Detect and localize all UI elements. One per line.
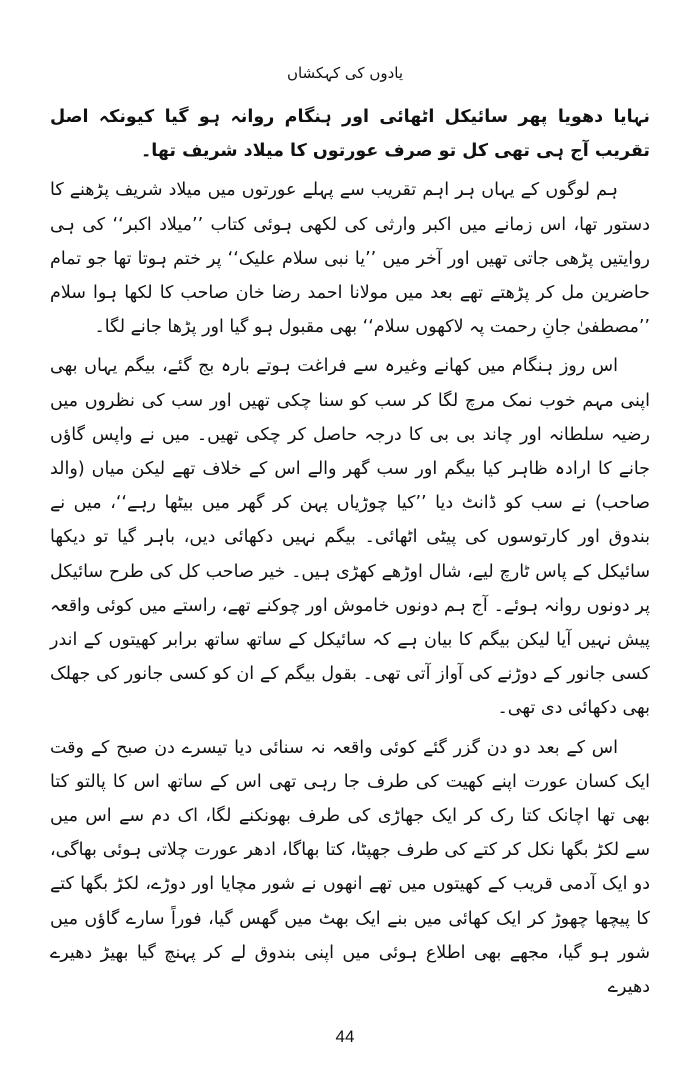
paragraph-4: اس کے بعد دو دن گزر گئے کوئی واقعہ نہ سنائی دیا تیسرے دن صبح کے وقت ایک کسان عورت اپنے کھیت کی طرف جا رہی تھی اس کے ساتھ اس کا پالتو کتا بھی تھا اچانک کتا رک کر ایک جھاڑی کی طرف بھونکنے لگا، اک دم سے اس میں سے لکڑ بگھا نکل کر کتے کی طرف جھپٹا، کتا بھاگا، ادھر عورت چلاتی ہوئی بھاگی، دو ایک آدمی قریب کے کھیتوں میں تھے انھوں نے شور مچایا اور دوڑے، لکڑ بگھا کتے کا پیچھا چھوڑ کر ایک کھائی میں بنے ایک بھٹ میں گھس گیا، فوراً سارے گاؤں میں شور ہو گیا، مجھے بھی اطلاع ہوئی میں اپنی بندوق لے کر پہنچ گیا بھیڑ دھیرے دھیرے: [50, 737, 650, 998]
page-number: 44: [335, 1027, 355, 1046]
paragraph-1: نہایا دھویا پھر سائیکل اٹھائی اور ہنگام روانہ ہو گیا کیونکہ اصل تقریب آج ہی تھی کل تو صرف عورتوں کا میلاد شریف تھا۔: [50, 107, 650, 162]
paragraph-3: اس روز ہنگام میں کھانے وغیرہ سے فراغت ہوتے بارہ بج گئے، بیگم یہاں بھی اپنی مہم خوب نمک مرچ لگا کر سب کو سنا چکی تھیں اور سب کی نظروں میں رضیہ سلطانہ اور چاند بی بی کا درجہ حاصل کر چکی تھیں۔ میں نے واپس گاؤں جانے کا ارادہ ظاہر کیا بیگم اور سب گھر والے اس کے خلاف تھے لیکن میاں (والد صاحب) نے سب کو ڈانٹ دیا ’’کیا چوڑیاں پہن کر گھر میں بیٹھا رہے‘‘، میں نے بندوق اور کارتوسوں کی پیٹی اٹھائی۔ بیگم نہیں دکھائی دیں، باہر گیا تو دیکھا سائیکل کے پاس ٹارچ لیے، شال اوڑھے کھڑی ہیں۔ خیر صاحب کل کی طرح سائیکل پر دونوں روانہ ہوئے۔ آج ہم دونوں خاموش اور چوکنے تھے، راستے میں کوئی واقعہ پیش نہیں آیا لیکن بیگم کا بیان ہے کہ سائیکل کے ساتھ ساتھ برابر کھیتوں کے اندر کسی جانور کے دوڑنے کی آواز آتی تھی۔ بقول بیگم کے ان کو کسی جانور کی جھلک بھی دکھائی دی تھی۔: [50, 356, 650, 719]
page-body: [50, 100, 650, 1009]
running-header: یادوں کی کہکشاں: [286, 64, 404, 82]
paragraph-2: ہم لوگوں کے یہاں ہر اہم تقریب سے پہلے عورتوں میں میلاد شریف پڑھنے کا دستور تھا، اس زمانے میں اکبر وارثی کی لکھی ہوئی کتاب ’’میلاد اکبر‘‘ کی ہی روایتیں پڑھی جاتی تھیں اور آخر میں ’’یا نبی سلام علیک‘‘ پر ختم ہوتا تھا جو تمام حاضرین مل کر پڑھتے تھے بعد میں مولانا احمد رضا خان صاحب کا لکھا ہوا سلام ’’مصطفیٰ جانِ رحمت پہ لاکھوں سلام‘‘ بھی مقبول ہو گیا اور پڑھا جانے لگا۔: [50, 180, 650, 338]
